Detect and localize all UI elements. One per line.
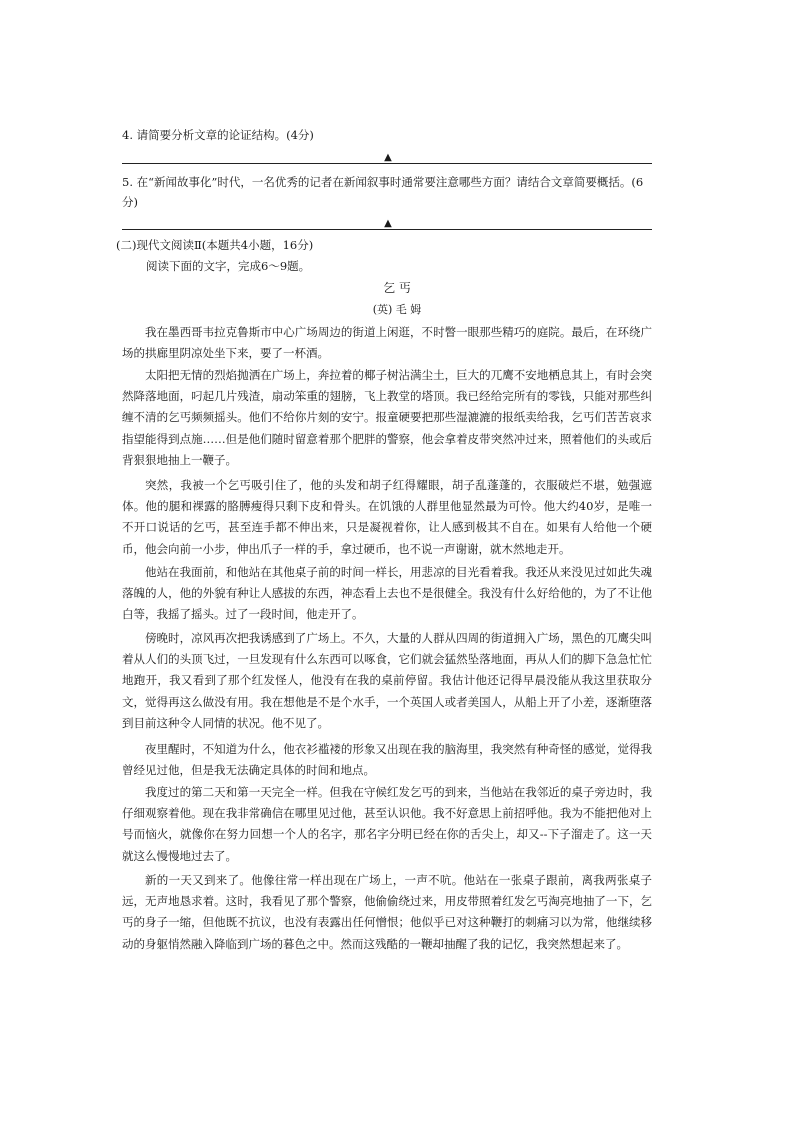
answer-line [122, 229, 652, 230]
story-paragraph: 太阳把无情的烈焰抛洒在广场上，奔拉着的椰子树沾满尘土，巨大的兀鹰不安地栖息其上，有时会突然降落地面，叼起几片残渣，扇动笨重的翅膀，飞上教堂的塔顶。我已经给完所有的零钱，只能对那些纠缠不清的乞丐频频摇头。他们不给你片刻的安宁。报童硬要把那些湿漉漉的报纸卖给我，乞丐们苦苦哀求指望能得到点施……但是他们随时留意着那个肥胖的警察，他会拿着皮带突然冲过来，照着他们的头或后背狠狠地抽上一鞭子。 [122, 368, 652, 467]
story-paragraph: 我在墨西哥韦拉克鲁斯市中心广场周边的街道上闲逛，不时瞥一眼那些精巧的庭院。最后，在环绕广场的拱廊里阴凉处坐下来，要了一杯酒。 [122, 325, 652, 361]
answer-marker-triangle-icon: ▲ [384, 152, 392, 163]
story-author: (英) 毛 姆 [372, 303, 422, 316]
story-paragraph: 我度过的第二天和第一天完全一样。但我在守候红发乞丐的到来，当他站在我邻近的桌子旁边时，我仔细观察着他。现在我非常确信在哪里见过他，甚至认识他。我不好意思上前招呼他。我为不能把他对上号而恼火，就像你在努力回想一个人的名字，那名字分明已经在你的舌尖上，却又--下子溜走了。这一天就这么慢慢地过去了。 [122, 785, 652, 863]
question-4: 4. 请简要分析文章的论证结构。(4分) [122, 128, 314, 142]
section-instruction: 阅读下面的文字，完成6～9题。 [146, 259, 311, 273]
story-paragraph: 他站在我面前，和他站在其他桌子前的时间一样长，用悲凉的目光看着我。我还从来没见过如此失魂落魄的人，他的外貌有种让人感拔的东西，神态看上去也不是很健全。我没有什么好给他的，为了不让他白等，我摇了摇头。过了一段时间，他走开了。 [122, 565, 652, 622]
story-paragraph: 新的一天又到来了。他像往常一样出现在广场上，一声不吭。他站在一张桌子跟前，离我两张桌子远，无声地恳求着。这时，我看见了那个警察，他偷偷绕过来，用皮带照着红发乞丐淘亮地抽了一下，乞丐的身子一缩，但他既不抗议，也没有表露出任何憎恨；他似乎已对这种鞭打的刺痛习以为常，他继续移动的身躯悄然融入降临到广场的暮色之中。然而这残酷的一鞭却抽醒了我的记忆，我突然想起来了。 [122, 873, 652, 951]
story-paragraph: 夜里醒时，不知道为什么，他衣衫褴褛的形象又出现在我的脑海里，我突然有种奇怪的感觉，觉得我曾经见过他，但是我无法确定具体的时间和地点。 [122, 742, 652, 778]
question-5: 5. 在“新闻故事化”时代，一名优秀的记者在新闻叙事时通常要注意哪些方面？请结合文章简要概括。(6分) [122, 175, 644, 209]
story-paragraph: 突然，我被一个乞丐吸引住了，他的头发和胡子红得耀眼，胡子乱蓬蓬的，衣服破烂不堪，勉强遮体。他的腿和裸露的胳膊瘦得只剩下皮和骨头。在饥饿的人群里他显然最为可怜。他大约40岁，是唯一不开口说话的乞丐，甚至连手都不伸出来，只是凝视着你，让人感到极其不自在。如果有人给他一个硬币，他会向前一小步，伸出爪子一样的手，拿过硬币，也不说一声谢谢，就木然地走开。 [122, 478, 652, 556]
answer-line [122, 163, 652, 164]
story-paragraph: 傍晚时，凉风再次把我诱感到了广场上。不久，大量的人群从四周的街道拥入广场，黑色的兀鹰尖叫着从人们的头顶飞过，一旦发现有什么东西可以啄食，它们就会猛然坠落地面，再从人们的脚下急急忙忙地跑开，我又看到了那个红发怪人，他没有在我的桌前停留。我估计他还记得早晨没能从我这里获取分文，觉得再这么做没有用。我在想他是不是个水手，一个英国人或者美国人，从船上开了小差，逐渐堕落到目前这种令人同情的状况。他不见了。 [122, 631, 652, 730]
section-heading: (二)现代文阅读Ⅱ(本题共4小题，16分) [116, 238, 314, 252]
story-title: 乞 丐 [383, 281, 411, 295]
answer-marker-triangle-icon: ▲ [384, 218, 392, 229]
